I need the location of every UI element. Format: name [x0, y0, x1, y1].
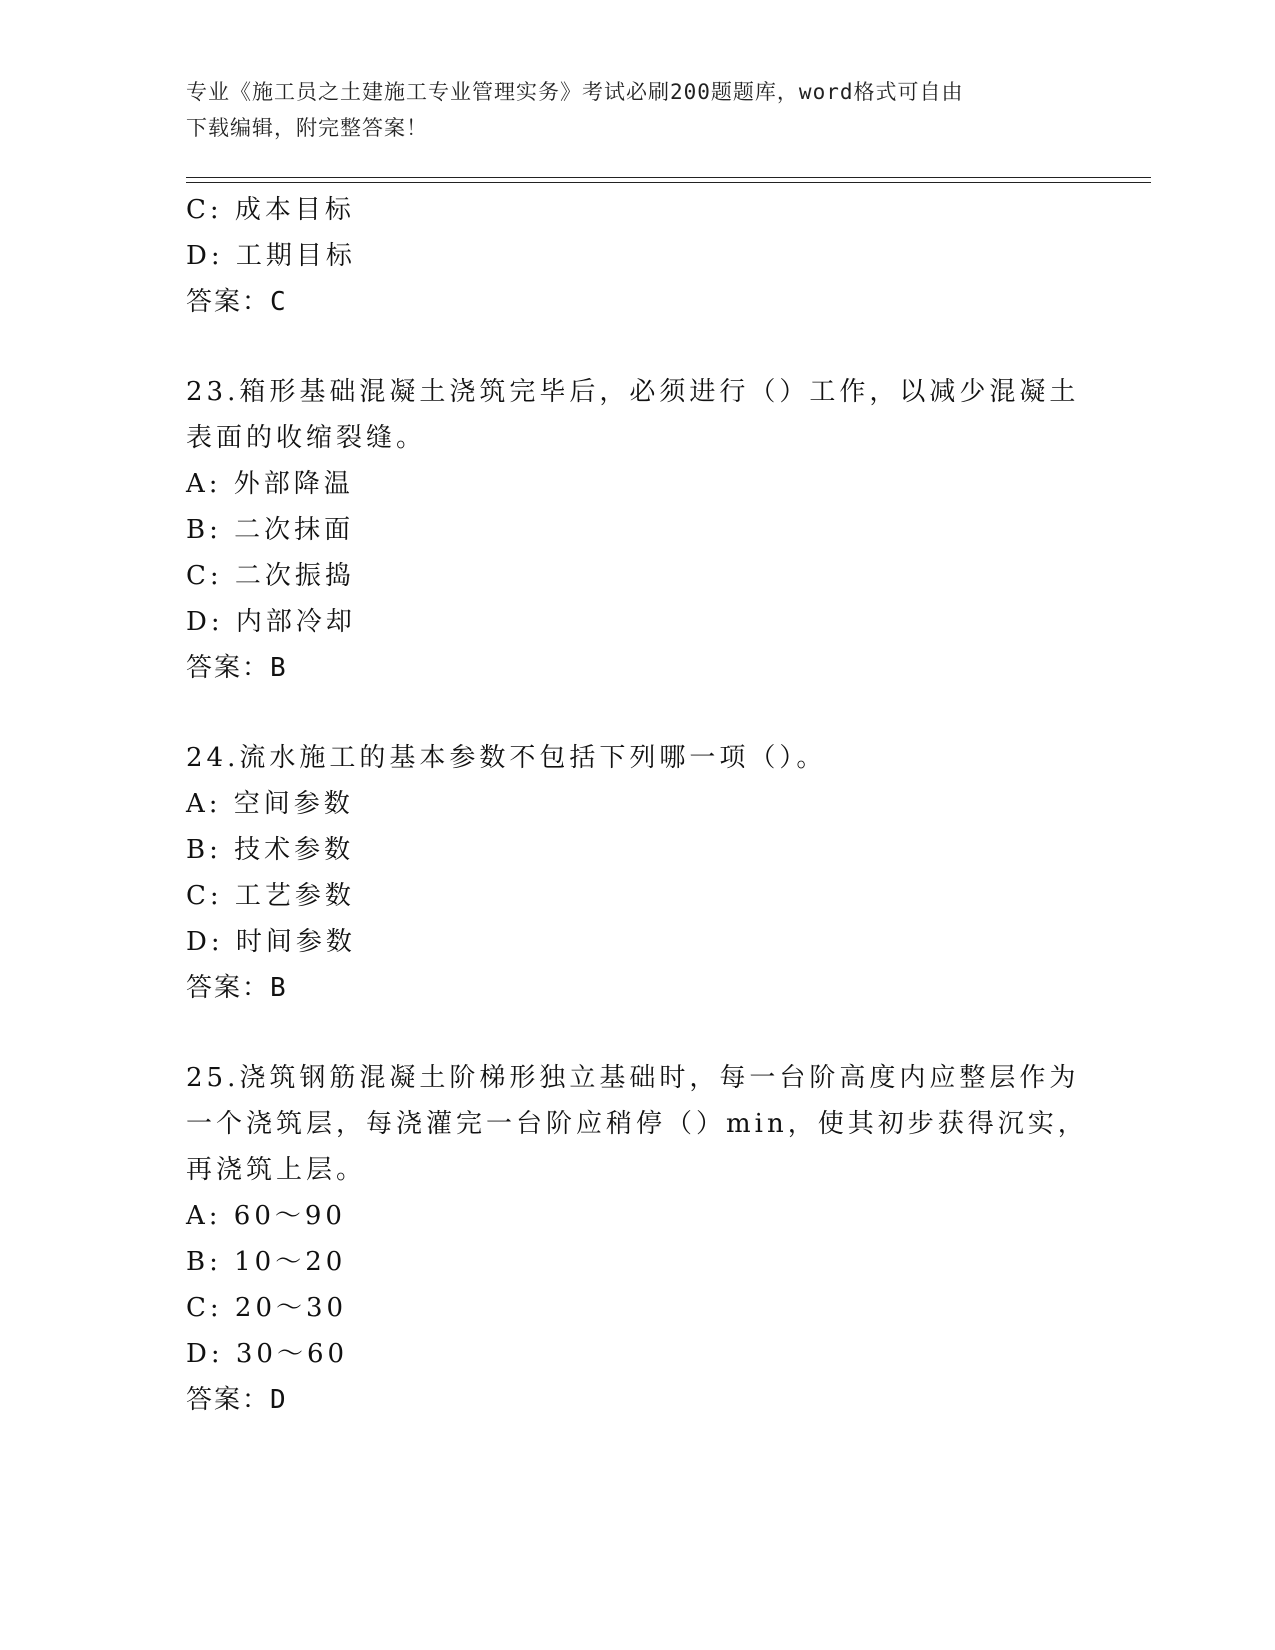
question-25: [186, 1055, 1091, 1423]
option-d: D: 工期目标: [186, 241, 356, 271]
question-23: [186, 369, 1091, 691]
option-c: C: 成本目标: [186, 195, 355, 225]
option-c: C: 20～30: [186, 1293, 348, 1323]
option-a: A: 外部降温: [186, 469, 354, 499]
header-divider: [186, 177, 1151, 183]
question-stem: 24.流水施工的基本参数不包括下列哪一项（）。: [186, 743, 827, 773]
question-stem: 23.箱形基础混凝土浇筑完毕后，必须进行（）工作，以减少混凝土表面的收缩裂缝。: [186, 377, 1080, 453]
option-c: C: 二次振捣: [186, 561, 355, 591]
option-a: A: 空间参数: [186, 789, 354, 819]
option-d: D: 时间参数: [186, 927, 356, 957]
answer-label: 答案：B: [186, 653, 288, 683]
question-stem: 25.浇筑钢筋混凝土阶梯形独立基础时，每一台阶高度内应整层作为一个浇筑层，每浇灌完一台阶应稍停（）min，使其初步获得沉实，再浇筑上层。: [186, 1063, 1088, 1185]
spacer: [186, 691, 1091, 735]
answer-label: 答案：D: [186, 1385, 288, 1415]
header-line-2: 下载编辑，附完整答案！: [186, 116, 428, 140]
spacer: [186, 1011, 1091, 1055]
option-d: D: 30～60: [186, 1339, 349, 1369]
option-b: B: 技术参数: [186, 835, 355, 865]
option-c: C: 工艺参数: [186, 881, 355, 911]
option-d: D: 内部冷却: [186, 607, 356, 637]
question-list: [186, 187, 1091, 1423]
option-b: B: 10～20: [186, 1247, 347, 1277]
document-header: [186, 74, 1086, 146]
option-b: B: 二次抹面: [186, 515, 355, 545]
question-24: [186, 735, 1091, 1011]
header-line-1: 专业《施工员之土建施工专业管理实务》考试必刷200题题库，word格式可自由: [186, 80, 964, 104]
option-a: A: 60～90: [186, 1201, 346, 1231]
answer-label: 答案：B: [186, 973, 288, 1003]
answer-label: 答案：C: [186, 287, 288, 317]
question-22-continued: [186, 187, 1091, 325]
spacer: [186, 325, 1091, 369]
